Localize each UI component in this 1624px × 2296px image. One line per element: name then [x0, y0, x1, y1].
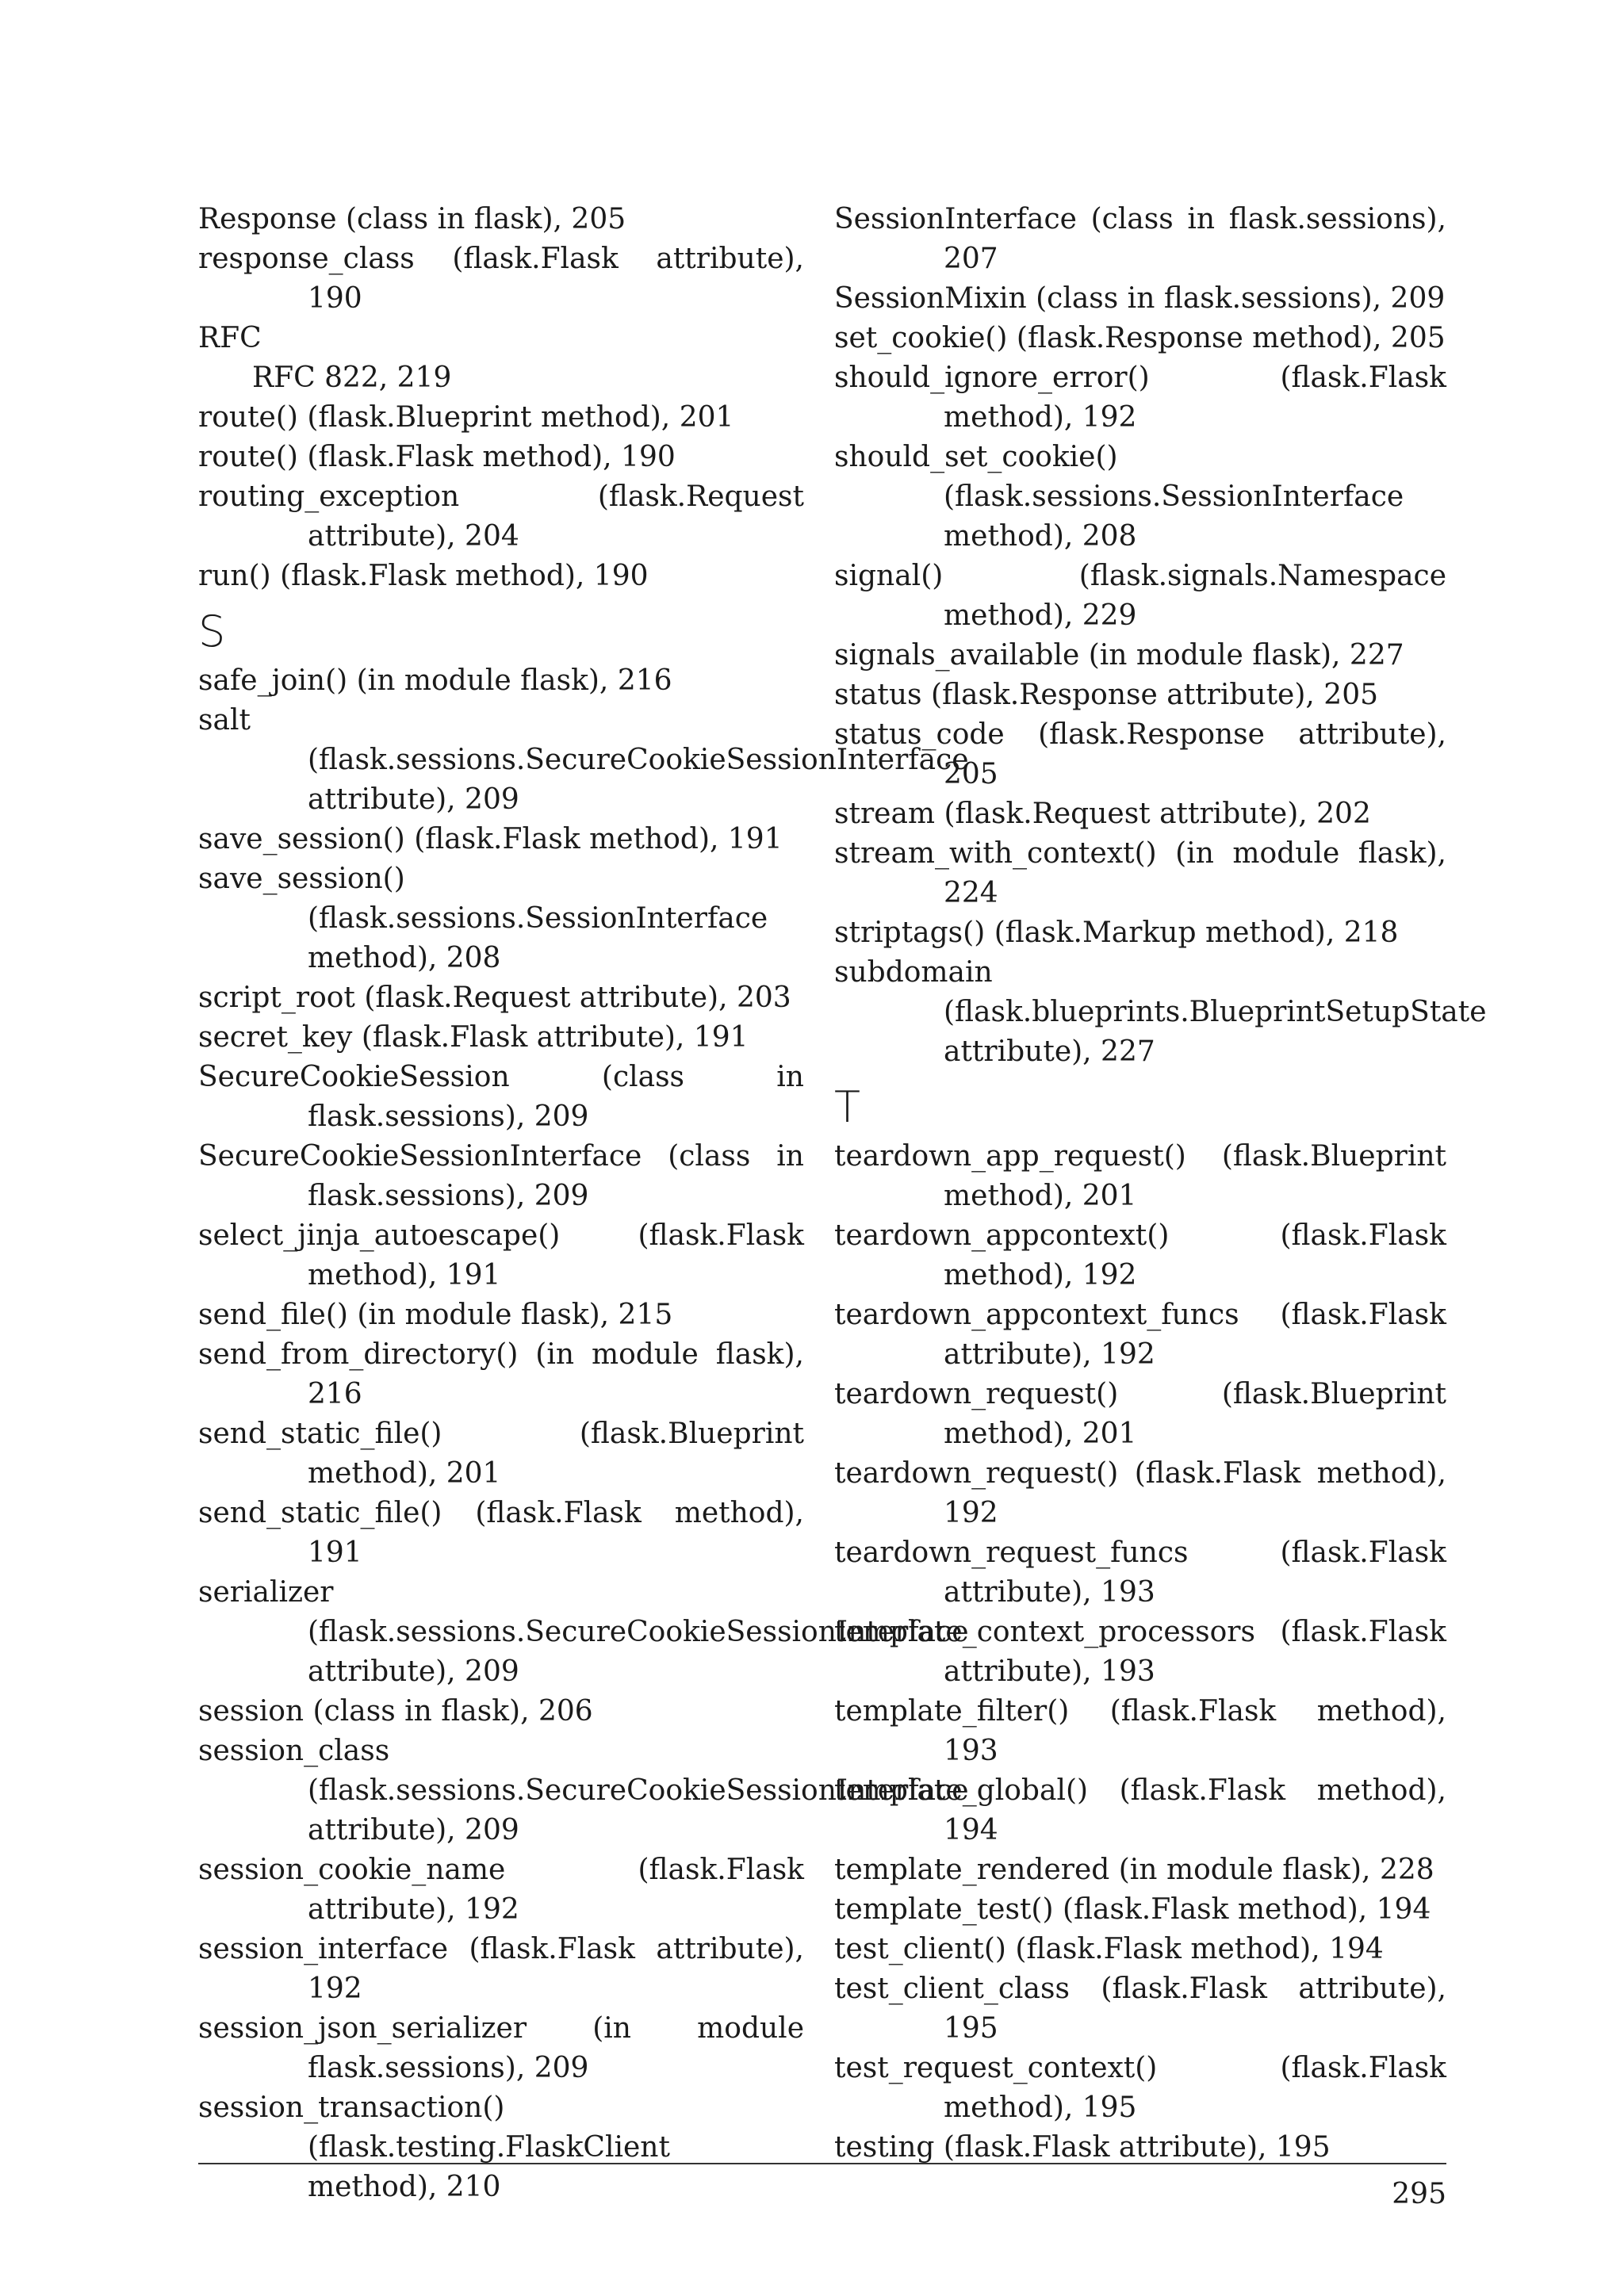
- index-subentry: RFC 822, 219: [252, 362, 452, 394]
- index-entry: teardown_request() (flask.Blueprint method), 201: [834, 1378, 1446, 1450]
- index-entry: teardown_app_request() (flask.Blueprint method), 201: [834, 1140, 1446, 1212]
- index-entry: session_cookie_name (flask.Flask attribute), 192: [198, 1854, 804, 1926]
- index-entry: send_static_file() (flask.Flask method), 191: [198, 1497, 804, 1569]
- index-entry: testing (flask.Flask attribute), 195: [834, 2131, 1331, 2164]
- index-section-letter: T: [834, 1082, 860, 1132]
- index-entry: SessionInterface (class in flask.sessions), 207: [834, 203, 1446, 275]
- index-entry: routing_exception (flask.Request attribute), 204: [198, 480, 804, 553]
- index-entry: session_transaction() (flask.testing.FlaskClient method), 210: [198, 2091, 670, 2203]
- index-entry: select_jinja_autoescape() (flask.Flask method), 191: [198, 1219, 804, 1292]
- index-entry: send_from_directory() (in module flask), 216: [198, 1338, 804, 1410]
- index-entry: teardown_request() (flask.Flask method), 192: [834, 1457, 1446, 1529]
- index-entry: run() (flask.Flask method), 190: [198, 560, 649, 592]
- index-entry: session_interface (flask.Flask attribute), 192: [198, 1933, 804, 2005]
- index-entry: teardown_appcontext_funcs (flask.Flask attribute), 192: [834, 1299, 1446, 1371]
- index-section-letter: S: [198, 607, 226, 656]
- index-entry: safe_join() (in module flask), 216: [198, 664, 672, 697]
- index-entry: route() (flask.Flask method), 190: [198, 441, 676, 473]
- index-entry: should_ignore_error() (flask.Flask method), 192: [834, 362, 1446, 434]
- index-entry: subdomain (flask.blueprints.BlueprintSetupState attribute), 227: [834, 956, 1487, 1068]
- index-entry: save_session() (flask.sessions.SessionInterface method), 208: [198, 863, 768, 974]
- index-entry: signals_available (in module flask), 227: [834, 639, 1404, 672]
- index-column-left: [198, 200, 969, 2207]
- index-entry: salt (flask.sessions.SecureCookieSessionInterface attribute), 209: [198, 704, 969, 816]
- index-entry: RFC: [198, 322, 262, 354]
- index-entry: set_cookie() (flask.Response method), 205: [834, 322, 1446, 354]
- index-entry: session_class (flask.sessions.SecureCookieSessionInterface attribute), 209: [198, 1735, 969, 1846]
- index-entry: template_context_processors (flask.Flask attribute), 193: [834, 1616, 1446, 1688]
- index-entry: status_code (flask.Response attribute), 205: [834, 718, 1446, 790]
- index-entry: template_test() (flask.Flask method), 194: [834, 1893, 1431, 1926]
- index-entry: stream (flask.Request attribute), 202: [834, 798, 1371, 830]
- index-entry: SecureCookieSession (class in flask.sessions), 209: [198, 1061, 804, 1133]
- index-entry: stream_with_context() (in module flask), 224: [834, 837, 1446, 909]
- index-entry: signal() (flask.signals.Namespace method), 229: [834, 560, 1446, 632]
- footer-rule: [198, 2163, 1446, 2164]
- index-entry: serializer (flask.sessions.SecureCookieSessionInterface attribute), 209: [198, 1576, 969, 1688]
- index-entry: send_file() (in module flask), 215: [198, 1299, 673, 1331]
- index-entry: test_client_class (flask.Flask attribute), 195: [834, 1973, 1446, 2045]
- index-entry: save_session() (flask.Flask method), 191: [198, 823, 783, 855]
- index-entry: script_root (flask.Request attribute), 203: [198, 982, 791, 1014]
- index-entry: teardown_request_funcs (flask.Flask attribute), 193: [834, 1536, 1446, 1609]
- index-entry: SecureCookieSessionInterface (class in flask.sessions), 209: [198, 1140, 804, 1212]
- index-entry: status (flask.Response attribute), 205: [834, 679, 1379, 711]
- index-entry: session (class in flask), 206: [198, 1695, 593, 1728]
- index-entry: send_static_file() (flask.Blueprint method), 201: [198, 1418, 804, 1490]
- index-entry: test_request_context() (flask.Flask method), 195: [834, 2052, 1446, 2124]
- index-entry: template_filter() (flask.Flask method), 193: [834, 1695, 1446, 1767]
- index-entry: secret_key (flask.Flask attribute), 191: [198, 1021, 749, 1054]
- index-column-right: [834, 200, 1487, 2168]
- index-entry: route() (flask.Blueprint method), 201: [198, 401, 734, 434]
- index-entry: response_class (flask.Flask attribute), 190: [198, 243, 804, 315]
- index-entry: template_rendered (in module flask), 228: [834, 1854, 1434, 1886]
- index-entry: Response (class in flask), 205: [198, 203, 626, 235]
- index-entry: striptags() (flask.Markup method), 218: [834, 916, 1399, 949]
- index-entry: test_client() (flask.Flask method), 194: [834, 1933, 1384, 1965]
- index-entry: should_set_cookie() (flask.sessions.SessionInterface method), 208: [834, 441, 1404, 553]
- index-entry: teardown_appcontext() (flask.Flask method), 192: [834, 1219, 1446, 1292]
- index-entry: session_json_serializer (in module flask.sessions), 209: [198, 2012, 804, 2084]
- index-entry: SessionMixin (class in flask.sessions), 209: [834, 282, 1446, 315]
- page-number: 295: [1392, 2178, 1446, 2210]
- index-entry: template_global() (flask.Flask method), 194: [834, 1774, 1446, 1846]
